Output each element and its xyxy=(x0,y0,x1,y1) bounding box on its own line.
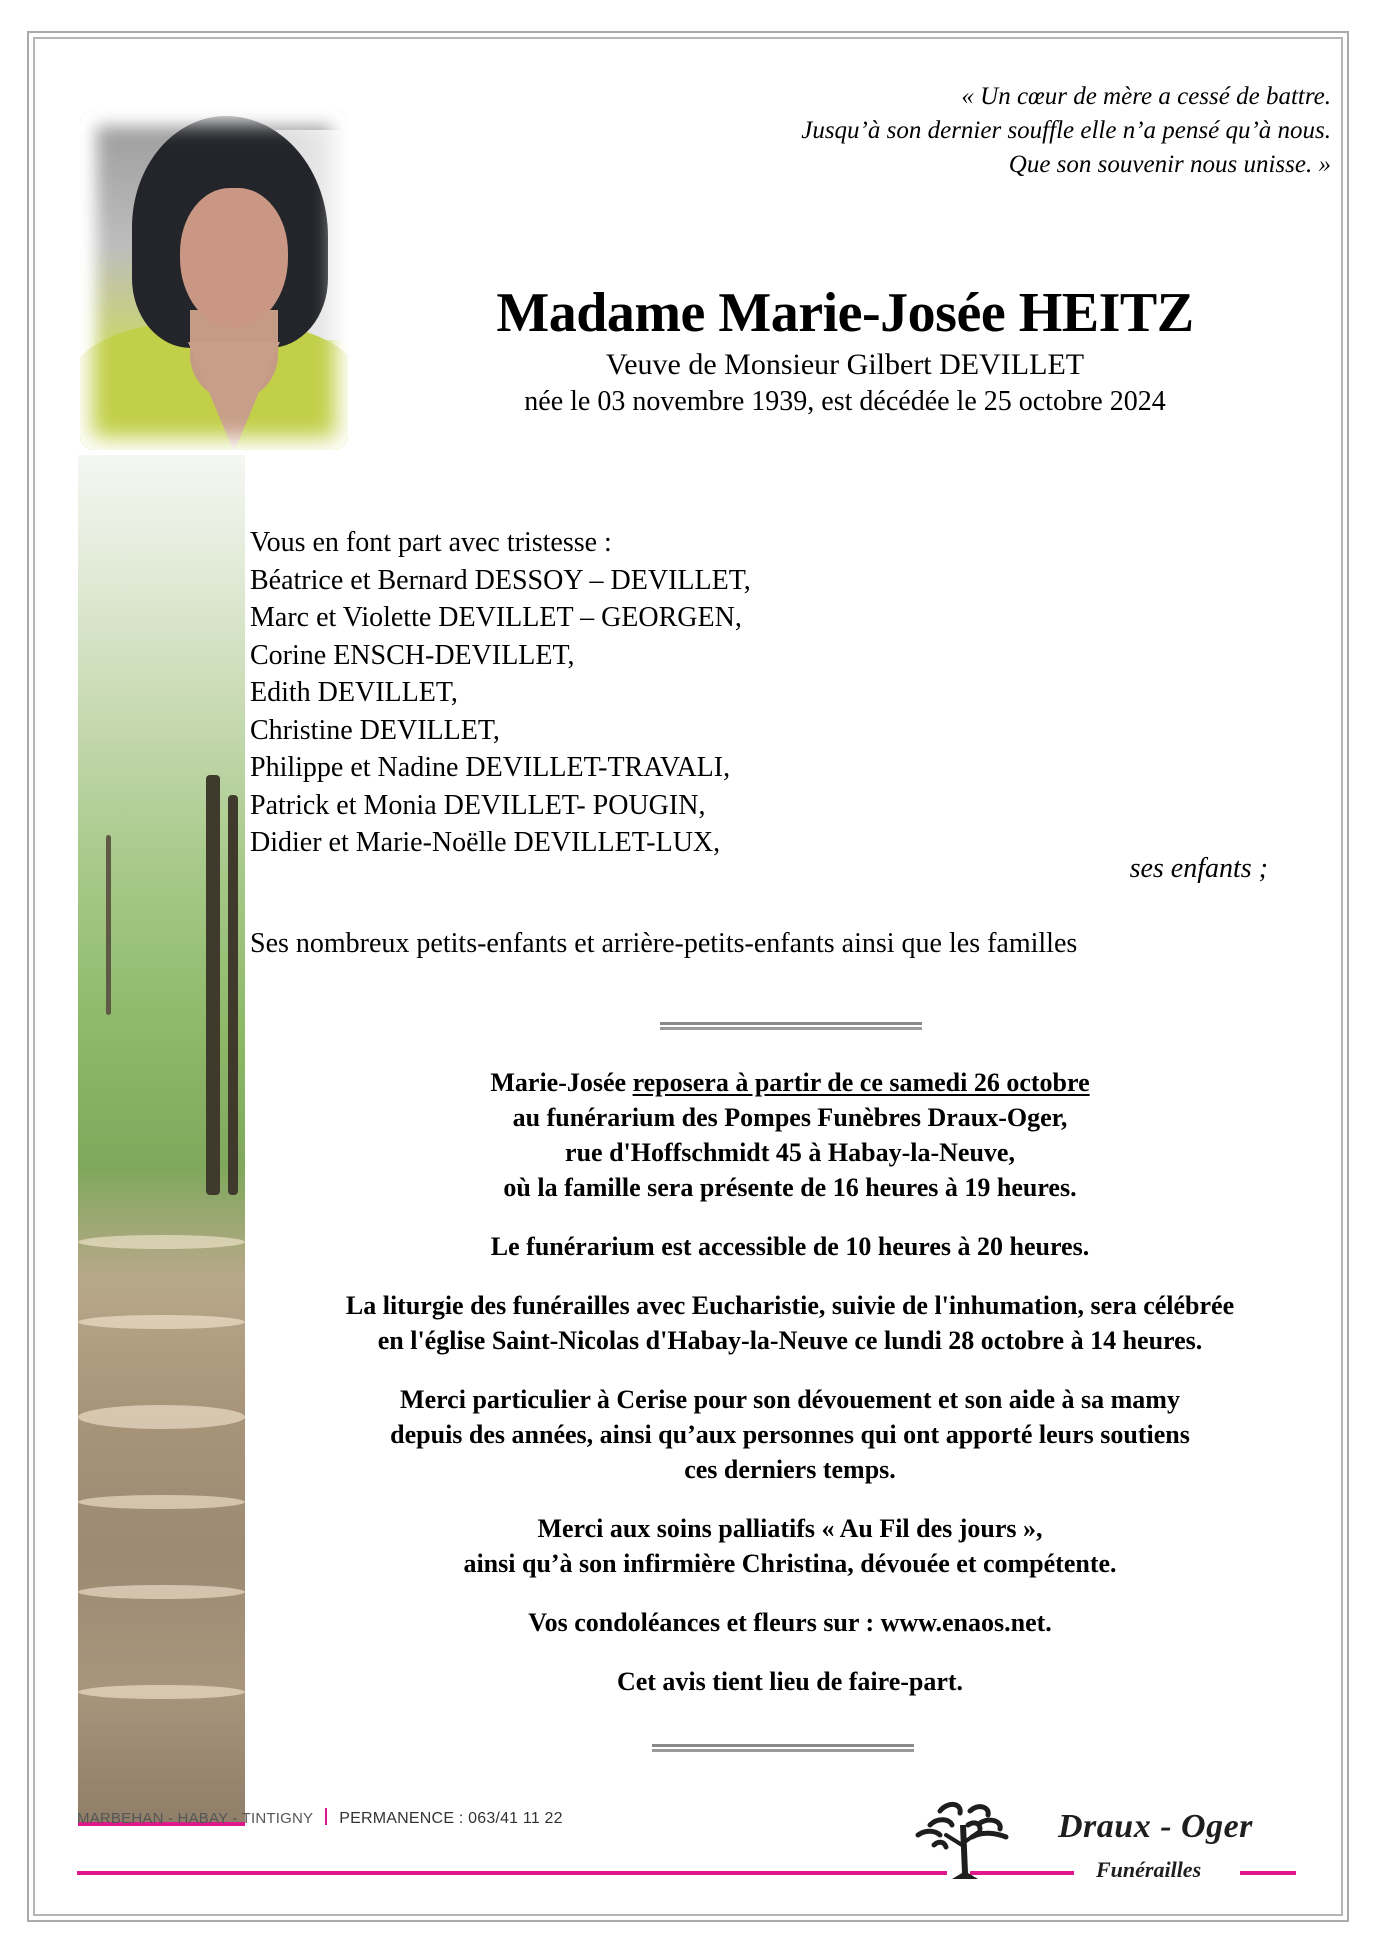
footer-separator xyxy=(325,1808,327,1825)
forest-path-image xyxy=(78,455,245,1825)
tree-logo-icon xyxy=(910,1795,1020,1885)
sunlight-patch xyxy=(78,1585,245,1599)
footer-locations: MARBEHAN - HABAY - TINTIGNY xyxy=(77,1810,314,1827)
footer-accent-line xyxy=(77,1871,947,1875)
family-member: Corine ENSCH-DEVILLET, xyxy=(250,639,575,671)
family-member: Patrick et Monia DEVILLET- POUGIN, xyxy=(250,789,706,821)
rest-paragraph xyxy=(270,1065,1310,1205)
family-list xyxy=(250,524,751,862)
thanks-cerise-paragraph xyxy=(270,1382,1310,1487)
thanks-line: Merci particulier à Cerise pour son dévouement et son aide à sa mamy xyxy=(400,1385,1180,1414)
life-dates: née le 03 novembre 1939, est décédée le 25 octobre 2024 xyxy=(524,386,1166,417)
liturgy-paragraph xyxy=(270,1288,1310,1358)
logo-company-name: Draux - Oger xyxy=(1058,1808,1253,1845)
rest-line: où la famille sera présente de 16 heures à 19 heures. xyxy=(503,1173,1077,1202)
sunlight-patch xyxy=(78,1315,245,1329)
deceased-name: Madame Marie-Josée HEITZ xyxy=(496,282,1194,344)
photo-vignette xyxy=(80,110,348,450)
rest-prefix: Marie-Josée xyxy=(490,1068,633,1097)
liturgy-line: en l'église Saint-Nicolas d'Habay-la-Neuve ce lundi 28 octobre à 14 heures. xyxy=(377,1326,1203,1355)
thanks-line: ces derniers temps. xyxy=(684,1455,896,1484)
thanks-line: depuis des années, ainsi qu’aux personnes qui ont apporté leurs soutiens xyxy=(390,1420,1190,1449)
thanks-line: ainsi qu’à son infirmière Christina, dévouée et compétente. xyxy=(463,1549,1117,1578)
liturgy-line: La liturgie des funérailles avec Eucharistie, suivie de l'inhumation, sera célébrée xyxy=(345,1291,1235,1320)
family-member: Edith DEVILLET, xyxy=(250,677,458,708)
family-member: Didier et Marie-Noëlle DEVILLET-LUX, xyxy=(250,827,721,858)
epitaph-quote xyxy=(801,80,1331,182)
condolences-paragraph: Vos condoléances et fleurs sur : www.enaos.net. xyxy=(528,1608,1052,1637)
family-member: Philippe et Nadine DEVILLET-TRAVALI, xyxy=(250,752,731,783)
children-label: ses enfants ; xyxy=(1129,853,1268,884)
double-divider xyxy=(660,1022,922,1030)
closing-paragraph: Cet avis tient lieu de faire-part. xyxy=(616,1667,964,1696)
rest-line: au funérarium des Pompes Funèbres Draux-Oger, xyxy=(512,1103,1068,1132)
footer-contact xyxy=(77,1808,563,1828)
footer-accent-line xyxy=(1240,1871,1296,1875)
access-paragraph: Le funérarium est accessible de 10 heures à 20 heures. xyxy=(490,1232,1090,1261)
logo-company-subtitle: Funérailles xyxy=(1096,1857,1202,1882)
widow-of: Veuve de Monsieur Gilbert DEVILLET xyxy=(605,348,1085,381)
sunlight-patch xyxy=(78,1405,245,1429)
thanks-line: Merci aux soins palliatifs « Au Fil des jours », xyxy=(537,1514,1043,1543)
tree-trunk xyxy=(228,795,238,1195)
family-intro: Vous en font part avec tristesse : xyxy=(250,527,612,558)
deceased-header xyxy=(420,280,1270,420)
sunlight-patch xyxy=(78,1495,245,1509)
tree-trunk xyxy=(106,835,111,1015)
quote-line: Que son souvenir nous unisse. » xyxy=(1008,151,1331,178)
thanks-palliative-paragraph xyxy=(270,1511,1310,1581)
funeral-notice xyxy=(270,1065,1310,1723)
sunlight-patch xyxy=(78,1235,245,1249)
rest-date-underlined: reposera à partir de ce samedi 26 octobre xyxy=(632,1068,1090,1097)
family-member: Béatrice et Bernard DESSOY – DEVILLET, xyxy=(250,564,751,596)
quote-line: « Un cœur de mère a cessé de battre. xyxy=(961,83,1331,110)
family-member: Christine DEVILLET, xyxy=(250,714,500,746)
family-member: Marc et Violette DEVILLET – GEORGEN, xyxy=(250,602,742,633)
sunlight-patch xyxy=(78,1685,245,1699)
double-divider xyxy=(652,1744,914,1752)
grandchildren-line: Ses nombreux petits-enfants et arrière-petits-enfants ainsi que les familles xyxy=(250,928,1078,959)
rest-line: rue d'Hoffschmidt 45 à Habay-la-Neuve, xyxy=(565,1138,1015,1167)
portrait-photo xyxy=(80,110,348,450)
quote-line: Jusqu’à son dernier souffle elle n’a pensé qu’à nous. xyxy=(801,117,1331,144)
tree-trunk xyxy=(206,775,220,1195)
footer-permanence: PERMANENCE : 063/41 11 22 xyxy=(339,1810,563,1827)
